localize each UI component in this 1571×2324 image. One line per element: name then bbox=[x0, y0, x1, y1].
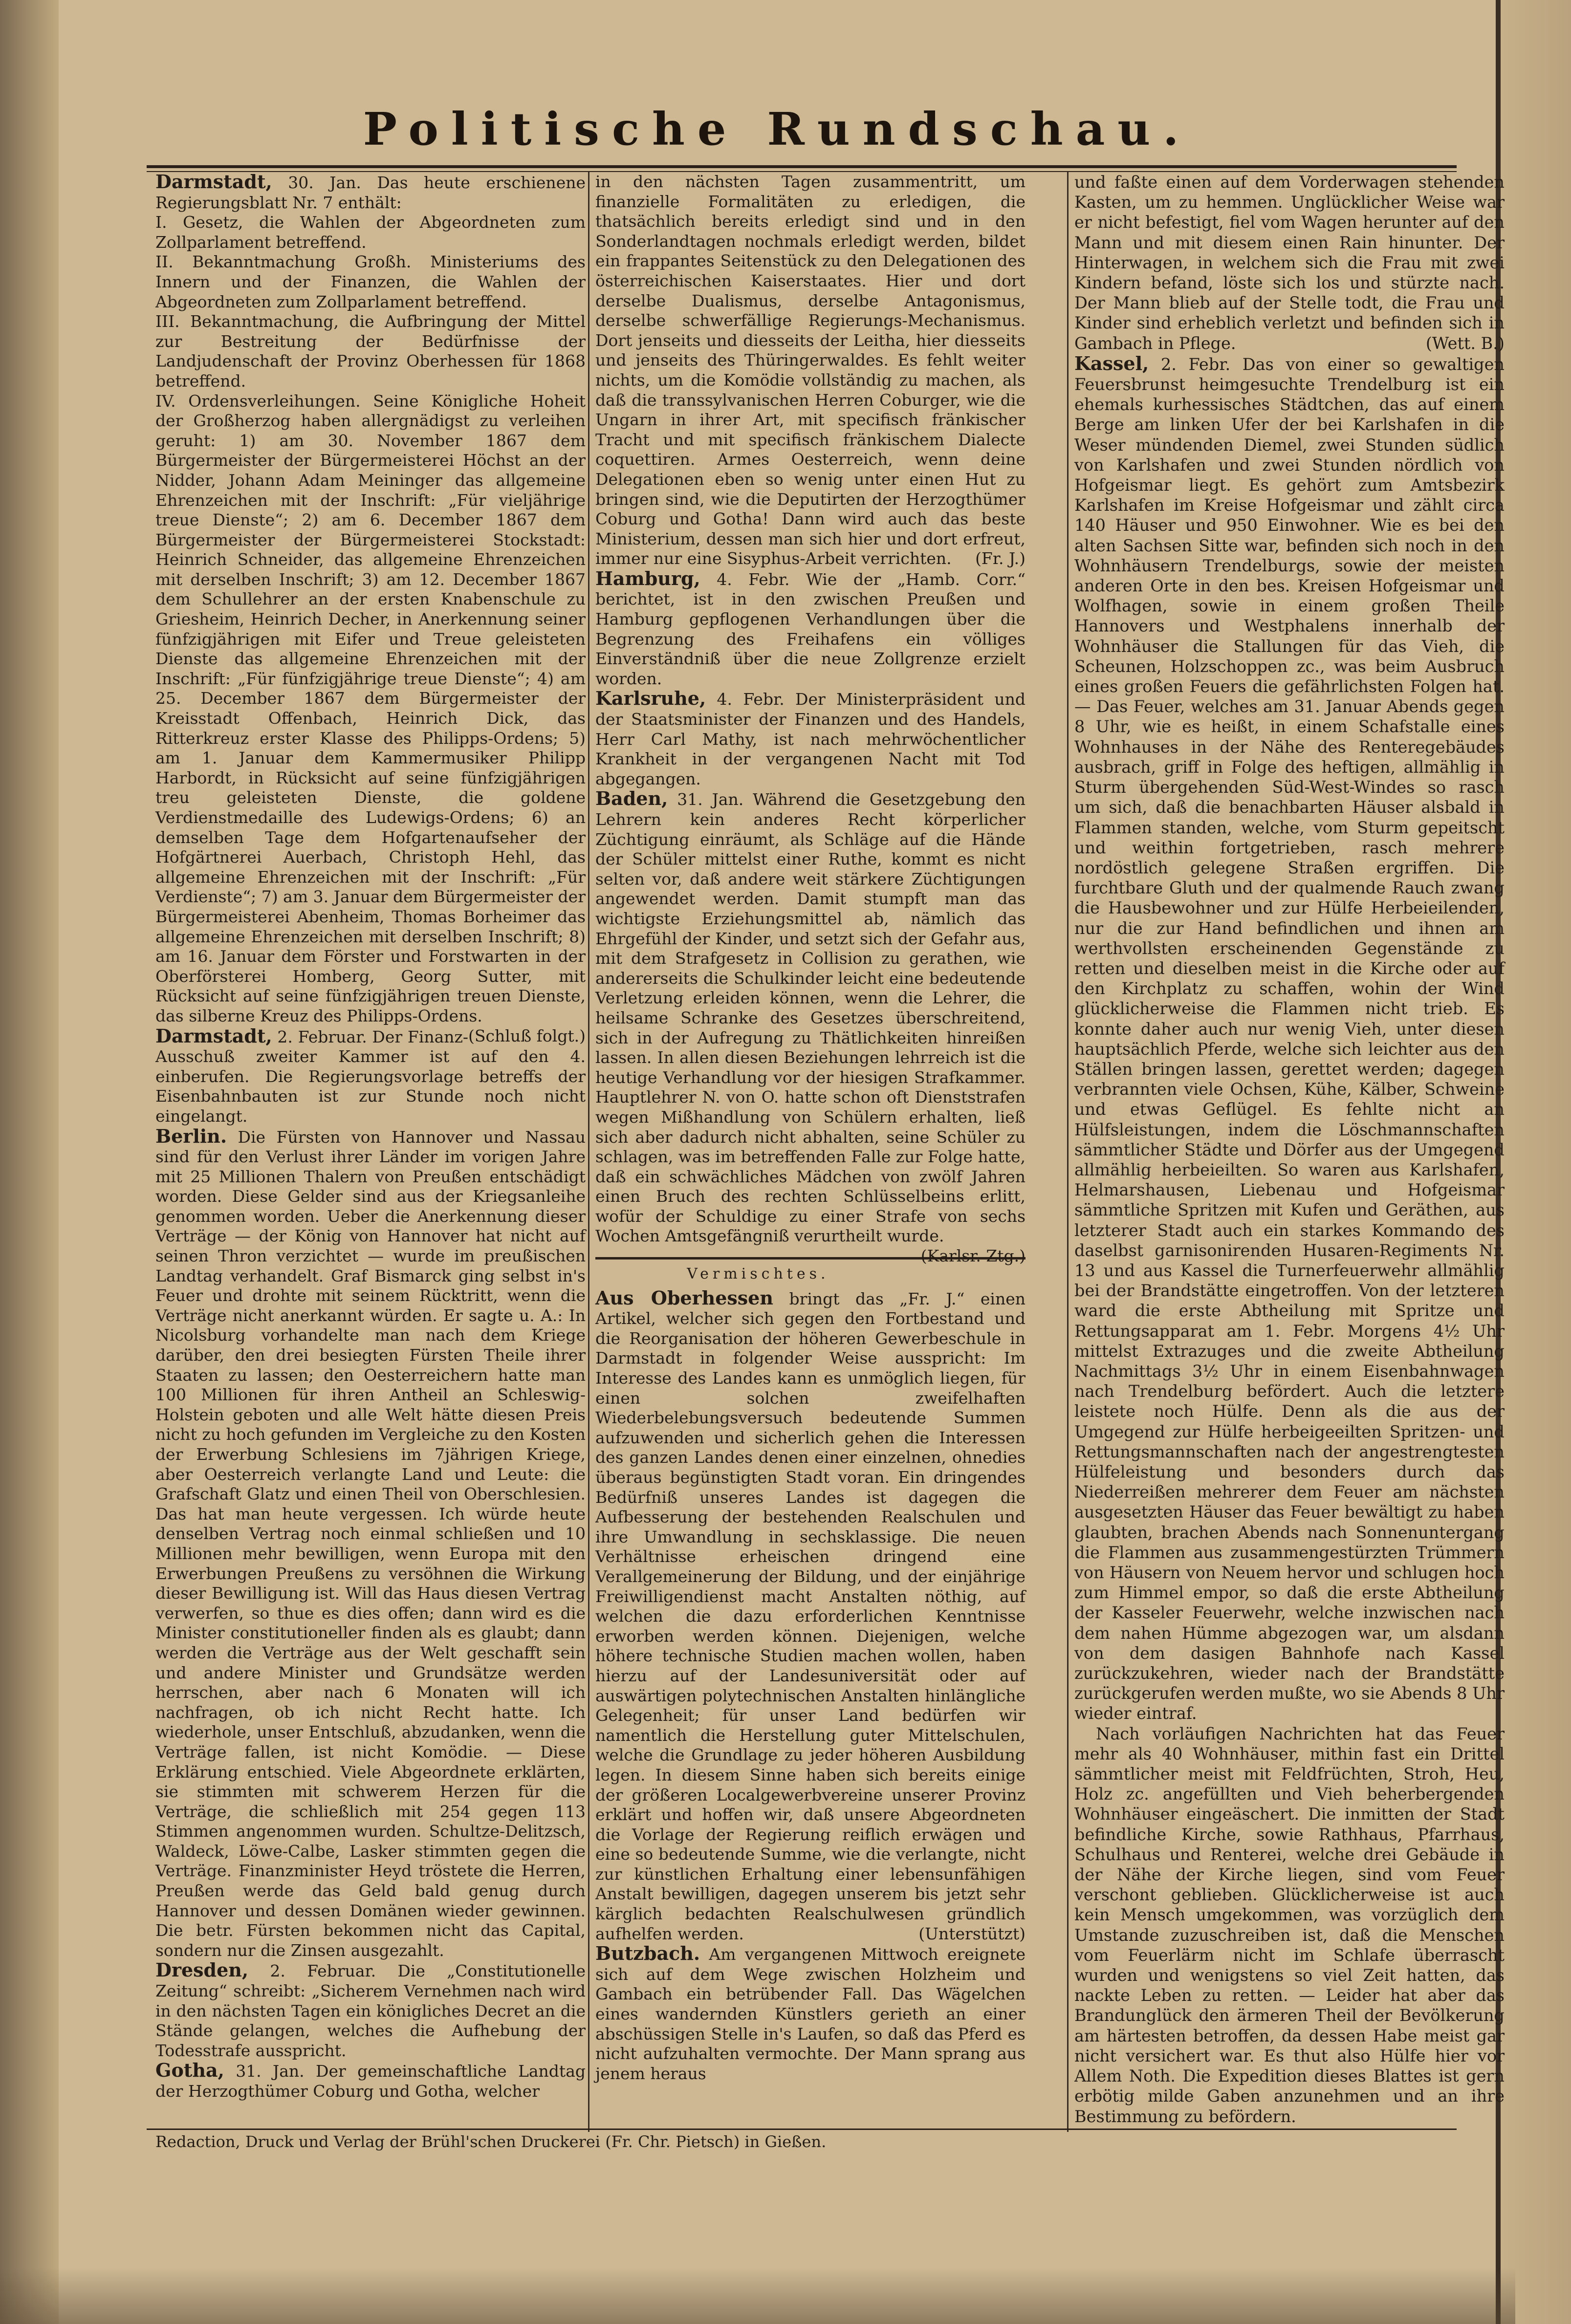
article-text: und faßte einen auf dem Vorderwagen stehenden Kasten, um zu hemmen. Unglücklicher Weise war er nicht befestigt, fiel vom Wagen herunter auf den Mann und mit diesem einen Rain hinunter. Der Hinterwagen, in welchem sich die Frau mit zwei Kindern befand, löste sich los und stürzte nach. Der Mann blieb auf der Stelle todt, die Frau und Kinder sind erheblich verletzt und befinden sich in Gambach in Pflege. bbox=[1074, 173, 1505, 353]
article bbox=[595, 1944, 1026, 2084]
article-text: 2. Febr. Das von einer so gewaltigen Feuersbrunst heimgesuchte Trendelburg ist ein ehemals kurhessisches Städtchen, das auf einem Berge am linken Ufer der bei Karlshafen in die Weser mündenden Diemel, zwei Stunden südlich von Karlshafen und zwei Stunden nördlich von Hofgeismar liegt. Es gehört zum Amtsbezirk Karlshafen im Kreise Hofgeismar und zählt circa 140 Häuser und 950 Einwohner. Wie es bei den alten Sachsen Sitte war, befinden sich noch in den Wohnhäusern Trendelburgs, sowie der meisten anderen Orte in den bes. Kreisen Hofgeismar und Wolfhagen, sowie in einem großen Theile Hannovers und Westphalens innerhalb der Wohnhäuser die Stallungen für das Vieh, die Scheunen, Holzschoppen zc., was beim Ausbruch eines großen Feuers die gefährlichsten Folgen hat. — Das Feuer, welches am 31. Januar Abends gegen 8 Uhr, wie es heißt, in einem Schafstalle eines Wohnhauses in der Nähe des Renteregebäudes ausbrach, griff in Folge des heftigen, allmählig in Sturm übergehenden Süd-West-Windes so rasch um sich, daß die benachbarten Häuser alsbald in Flammen standen, welche, vom Sturm gepeitscht und weithin fortgetrieben, rasch mehrere nordöstlich gelegene Straßen ergriffen. Die furchtbare Gluth und der qualmende Rauch zwang die Hausbewohner und zur Hülfe Herbeieilenden, nur die zur Hand befindlichen und ihnen am werthvollsten erscheinenden Gegenstände zu retten und dieselben meist in die Kirche oder auf den Kirchplatz zu schaffen, wohin der Wind glücklicherweise die Flammen nicht trieb. Es konnte daher auch nur wenig Vieh, unter diesen hauptsächlich Pferde, welche sich leichter aus den Ställen bringen lassen, gerettet werden; dagegen verbrannten viele Ochsen, Kühe, Kälber, Schweine und etwas Geflügel. Es fehlte nicht an Hülfsleistungen, indem die Löschmannschaften sämmtlicher Städte und Dörfer aus der Umgegend allmählig herbeieilten. So waren aus Karlshafen, Helmarshausen, Liebenau und Hofgeismar sämmtliche Spritzen mit Kufen und Geräthen, aus letzterer Stadt auch ein starkes Kommando des daselbst garnisonirenden Husaren-Regiments Nr. 13 und aus Kassel die Turnerfeuerwehr allmählig bei der Brandstätte eingetroffen. Von der letzteren ward die erste Abtheilung mit Spritze und Rettungsapparat am 1. Febr. Morgens 4½ Uhr mittelst Extrazuges und die zweite Abtheilung Nachmittags 3½ Uhr in einem Eisenbahnwagen nach Trendelburg befördert. Auch die letztere leistete noch Hülfe. Denn als die aus der Umgegend zur Hülfe herbeigeeilten Spritzen- und Rettungsmannschaften nach der angestrengtesten Hülfeleistung und besonders durch das Niederreißen mehrerer dem Feuer am nächsten ausgesetzten Häuser das Feuer bewältigt zu haben glaubten, brachen Abends nach Sonnenuntergang die Flammen aus zusammengestürzten Trümmern von Häusern von Neuem hervor und schlugen hoch zum Himmel empor, so daß die erste Abtheilung der Kasseler Feuerwehr, welche inzwischen nach dem nahen Hümme abgezogen war, um alsdann von dem dasigen Bahnhofe nach Kassel zurückzukehren, wieder nach der Brandstätte zurückgerufen werden mußte, wo sie Abends 8 Uhr wieder eintraf. bbox=[1074, 354, 1505, 1723]
adjacent-page-strip bbox=[1496, 0, 1571, 2324]
article-text: 2. Februar. Die „Constitutionelle Zeitung“ schreibt: „Sicherem Vernehmen nach wird in den nächsten Tagen ein königliches Decret an die Stände gelangen, welches die Aufhebung der Todesstrafe ausspricht. bbox=[155, 1961, 586, 2060]
article bbox=[155, 1960, 586, 2061]
article-paragraph bbox=[1074, 172, 1505, 353]
imprint-line: Redaction, Druck und Verlag der Brühl'schen Druckerei (Fr. Chr. Pietsch) in Gießen. bbox=[155, 2132, 827, 2151]
page-shadow bbox=[0, 2268, 1515, 2324]
article-text: Am vergangenen Mittwoch ereignete sich auf dem Wege zwischen Holzheim und Gambach ein betrübender Fall. Das Wägelchen eines wandernden Künstlers gerieth an einer abschüssigen Stelle in's Laufen, so daß das Pferd es nicht aufzuhalten vermochte. Der Mann sprang aus jenem heraus bbox=[595, 1945, 1026, 2083]
article-text: Nach vorläufigen Nachrichten hat das Feuer mehr als 40 Wohnhäuser, mithin fast ein Drittel sämmtlicher meist mit Feldfrüchten, Stroh, Heu, Holz zc. angefüllten und Vieh beherbergenden Wohnhäuser eingeäschert. Die inmitten der Stadt befindliche Kirche, sowie Rathhaus, Pfarrhaus, Schulhaus und Renterei, welche drei Gebäude in der Nähe der Kirche liegen, sind vom Feuer verschont geblieben. Glücklicherweise ist auch kein Mensch umgekommen, was vorzüglich dem Umstande zuzuschreiben ist, daß die Menschen vom Feuerlärm nicht im Schlafe überrascht wurden und wenigstens so viel Zeit hatten, das nackte Leben zu retten. — Leider hat aber das Brandunglück den ärmeren Theil der Bevölkerung am härtesten betroffen, da dessen Habe meist gar nicht versichert war. Es thut also Hülfe hier vor Allem Noth. Die Expedition dieses Blattes ist gern erbötig milde Gaben anzunehmen und an ihre Bestimmung zu befördern. bbox=[1074, 1724, 1505, 2126]
article bbox=[595, 1288, 1026, 1944]
source-credit: (Fr. J.) bbox=[975, 549, 1026, 568]
article-text: in den nächsten Tagen zusammentritt, um finanzielle Formalitäten zu erledigen, die thatsächlich bereits erledigt sind und in den Sonderlandtagen nochmals erledigt werden, bildet ein frappantes Seitenstück zu den Delegationen des österreichischen Kaiserstaates. Hier und dort derselbe Dualismus, derselbe Antagonismus, derselbe schwerfällige Regierungs-Mechanismus. Dort jenseits und diesseits der Leitha, hier diesseits und jenseits des Thüringerwaldes. Es fehlt weiter nichts, um die Komödie vollständig zu machen, als daß die transsylvanischen Herren Coburger, wie die Ungarn in ihrer Art, mit specifisch fränkischer Tracht und mit specifisch fränkischem Dialecte coquettiren. Armes Oesterreich, wenn deine Delegationen eben so wenig unter einen Hut zu bringen sind, wie die Deputirten der Herzogthümer Coburg und Gotha! Dann wird auch das beste Ministerium, dessen man sich hier und dort erfreut, immer nur eine Sisyphus-Arbeit verrichten. bbox=[595, 172, 1026, 568]
masthead-rule bbox=[147, 165, 1457, 168]
column-divider bbox=[588, 172, 589, 2132]
source-credit: (Wett. B.) bbox=[1425, 333, 1505, 353]
article-dateline: Gotha, bbox=[155, 2059, 224, 2082]
article bbox=[595, 689, 1026, 789]
article-paragraph bbox=[155, 312, 586, 391]
article-text: Die Fürsten von Hannover und Nassau sind für den Verlust ihrer Länder im vorigen Jahre mit 25 Millionen Thalern von Preußen entschädigt worden. Diese Gelder sind aus der Kriegsanleihe genommen worden. Ueber die Anerkennung dieser Verträge — der König von Hannover hat nicht auf seinen Thron verzichtet — wurde im preußischen Landtag verhandelt. Graf Bismarck ging selbst in's Feuer und drohte mit seinem Rücktritt, wenn die Verträge nicht anerkannt würden. Er sagte u. A.: In Nicolsburg vorhandelte man nach dem Kriege darüber, den drei besiegten Fürsten Theile ihrer Staaten zu lassen; den Oesterreichern hatte man 100 Millionen für ihren Antheil an Schleswig-Holstein geboten und alle Welt hätte diesen Preis nicht zu hoch gefunden im Vergleiche zu den Kosten der Erwerbung Schlesiens im 7jährigen Kriege, aber Oesterreich verlangte Land und Leute: die Grafschaft Glatz und einen Theil von Oberschlesien. Das hat man heute vergessen. Ich würde heute denselben Vertrag noch einmal schließen und 10 Millionen mehr bewilligen, wenn Europa mit den Erwerbungen Preußens zu versöhnen die Wirkung dieser Bewilligung ist. Will das Haus diesen Vertrag verwerfen, so thue es dies offen; dann wird es die Minister constitutioneller finden als es glaubt; dann werden die Verträge aus der Welt geschafft sein und andere Minister und Grundsätze werden herrschen, aber nach 6 Monaten will ich nachfragen, ob ich nicht Recht hatte. Ich wiederhole, unser Entschluß, abzudanken, wenn die Verträge fallen, ist nicht Komödie. — Diese Erklärung entschied. Viele Abgeordnete erklärten, sie stimmten mit schwerem Herzen für die Verträge, die schließlich mit 254 gegen 113 Stimmen angenommen wurden. Schultze-Delitzsch, Waldeck, Löwe-Calbe, Lasker stimmten gegen die Verträge. Finanzminister Heyd tröstete die Herren, Preußen werde das Geld bald genug durch Hannover und dessen Domänen wieder gewinnen. Die betr. Fürsten bekommen nicht das Capital, sondern nur die Zinsen ausgezahlt. bbox=[155, 1127, 586, 1960]
article-dateline: Darmstadt, bbox=[155, 171, 272, 193]
article-text: bringt das „Fr. J.“ einen Artikel, welcher sich gegen den Fortbestand und die Reorganisation der höheren Gewerbeschule in Darmstadt in folgender Weise ausspricht: Im Interesse des Landes kann es unmöglich liegen, für einen solchen zweifelhaften Wiederbelebungsversuch bedeutende Summen aufzuwenden und sicherlich gehen die Interessen des ganzen Landes denen einer einzelnen, ohnedies überaus begünstigten Stadt voran. Ein dringendes Bedürfniß unseres Landes ist dagegen die Aufbesserung der bestehenden Realschulen und ihre Umwandlung in sechsklassige. Die neuen Verhältnisse erheischen dringend eine Verallgemeinerung der Bildung, und der einjährige Freiwilligendienst macht Anstalten nöthig, auf welchen die dazu erforderlichen Kenntnisse erworben werden können. Diejenigen, welche höhere technische Studien machen wollen, haben hierzu auf der Landesuniversität oder auf auswärtigen polytechnischen Anstalten hinlängliche Gelegenheit; für unser Land bedürfen wir namentlich die Herstellung guter Mittelschulen, welche die Grundlage zu jeder höheren Ausbildung legen. In diesem Sinne haben sich bereits einige der größeren Localgewerbvereine unserer Provinz erklärt und hoffen wir, daß unsere Abgeordneten die Vorlage der Regierung reiflich erwägen und eine so bedeutende Summe, wie die verlangte, nicht zur künstlichen Erhaltung einer lebensunfähigen Anstalt bewilligen, dagegen unserem bis jetzt sehr kärglich bedachten Realschulwesen gründlich aufhelfen werden. bbox=[595, 1289, 1026, 1943]
column-divider bbox=[1067, 172, 1069, 2132]
article-dateline: Butzbach. bbox=[595, 1942, 700, 1965]
article-paragraph bbox=[1074, 1724, 1505, 2127]
article-dateline: Baden, bbox=[595, 787, 668, 810]
article-dateline: Dresden, bbox=[155, 1959, 249, 1981]
article-text: III. Bekanntmachung, die Aufbringung der Mittel zur Bestreitung der Bedürfnisse der Landjudenschaft der Provinz Oberhessen für 1868 betreffend. bbox=[155, 312, 586, 391]
source-credit: (Schluß folgt.) bbox=[468, 1026, 586, 1045]
footer-rule bbox=[147, 2129, 1457, 2130]
column-middle bbox=[595, 172, 1026, 2084]
column-left bbox=[155, 172, 586, 2102]
article bbox=[595, 569, 1026, 689]
article-dateline: Hamburg, bbox=[595, 567, 700, 589]
article bbox=[1074, 353, 1505, 1724]
article-text: 31. Jan. Während die Gesetzgebung den Lehrern kein anderes Recht körperlicher Züchtigung einräumt, als Schläge auf die Hände der Schüler mittelst einer Ruthe, kommt es nicht selten vor, daß andere weit stärkere Züchtigungen angewendet werden. Damit stumpft man das wichtigste Erziehungsmittel ab, nämlich das Ehrgefühl der Kinder, und setzt sich der Gefahr aus, mit dem Strafgesetz in Collision zu gerathen, wie andererseits die Schulkinder leicht eine bedeutende Verletzung erleiden können, wenn die Lehrer, die heilsame Schranke des Gesetzes überschreitend, sich in der Aufregung zu Thätlichkeiten hinreißen lassen. In allen diesen Beziehungen lehrreich ist die heutige Verhandlung vor der hiesigen Strafkammer. Hauptlehrer N. von O. hatte schon oft Dienststrafen wegen Mißhandlung von Schülern erhalten, ließ sich aber dadurch nicht abhalten, seine Schüler zu schlagen, was im betreffenden Falle zur Folge hatte, daß ein schwächliches Mädchen von zwölf Jahren einen Bruch des rechten Schlüsselbeins erlitt, wofür der Schuldige zu einer Strafe von sechs Wochen Amtsgefängniß verurtheilt wurde. bbox=[595, 790, 1026, 1246]
article-dateline: Aus Oberhessen bbox=[595, 1286, 773, 1309]
binding-gutter bbox=[0, 0, 59, 2324]
article-dateline: Berlin. bbox=[155, 1125, 227, 1147]
article-dateline: Kassel, bbox=[1074, 352, 1149, 374]
article-paragraph bbox=[155, 213, 586, 252]
article bbox=[155, 2061, 586, 2101]
article-text: I. Gesetz, die Wahlen der Abgeordneten zum Zollparlament betreffend. bbox=[155, 213, 586, 252]
article bbox=[155, 172, 586, 213]
article-dateline: Karlsruhe, bbox=[595, 687, 706, 710]
article-text: II. Bekanntmachung Großh. Ministeriums des Innern und der Finanzen, die Wahlen der Abgeordneten zum Zollparlament betreffend. bbox=[155, 252, 586, 311]
article-text: 4. Febr. Der Ministerpräsident und der Staatsminister der Finanzen und des Handels, Herr Carl Mathy, ist nach mehrwöchentlicher Krankheit in der vergangenen Nacht mit Tod abgegangen. bbox=[595, 690, 1026, 788]
article-dateline: Darmstadt, bbox=[155, 1024, 272, 1047]
article-text: 2. Februar. Der Finanz-Ausschuß zweiter Kammer ist auf den 4. einberufen. Die Regierungsvorlage betreffs der Eisenbahnbauten ist zur Stunde noch nicht eingelangt. bbox=[155, 1027, 586, 1126]
article-text: 4. Febr. Wie der „Hamb. Corr.“ berichtet, ist in den zwischen Preußen und Hamburg gepflogenen Verhandlungen über die Begrenzung des Freihafens ein völliges Einverständniß über die neue Zollgrenze erzielt worden. bbox=[595, 569, 1026, 688]
article bbox=[155, 1127, 586, 1961]
source-credit: (Karlsr. Ztg.) bbox=[920, 1246, 1026, 1266]
section-heading: Vermischtes. bbox=[687, 1265, 829, 1283]
article-text: IV. Ordensverleihungen. Seine Königliche Hoheit der Großherzog haben allergnädigst zu verleihen geruht: 1) am 30. November 1867 dem Bürgermeister der Bürgermeisterei Höchst an der Nidder, Johann Adam Meininger das allgemeine Ehrenzeichen mit der Inschrift: „Für vieljährige treue Dienste“; 2) am 6. December 1867 dem Bürgermeister der Bürgermeisterei Stockstadt: Heinrich Schneider, das allgemeine Ehrenzeichen mit derselben Inschrift; 3) am 12. December 1867 dem Schullehrer an der ersten Knabenschule zu Griesheim, Heinrich Decher, in Anerkennung seiner fünfzigjährigen mit Eifer und Treue geleisteten Dienste das allgemeine Ehrenzeichen mit der Inschrift: „Für fünfzigjährige treue Dienste“; 4) am 25. December 1867 dem Bürgermeister der Kreisstadt Offenbach, Heinrich Dick, das Ritterkreuz erster Klasse des Philipps-Ordens; 5) am 1. Januar dem Kammermusiker Philipp Harbordt, in Rücksicht auf seine fünfzigjährigen treu geleisteten Dienste, die goldene Verdienstmedaille des Ludewigs-Ordens; 6) an demselben Tage dem Hofgartenaufseher der Hofgärtnerei Auerbach, Christoph Hehl, das allgemeine Ehrenzeichen mit der Inschrift: „Für Verdienste“; 7) am 3. Januar dem Bürgermeister der Bürgermeisterei Abenheim, Thomas Borheimer das allgemeine Ehrenzeichen mit derselben Inschrift; 8) am 16. Januar dem Förster und Forstwarten in der Oberförsterei Homberg, Georg Sutter, mit Rücksicht auf seine fünfzigjährigen treuen Dienste, das silberne Kreuz des Philipps-Ordens. bbox=[155, 391, 586, 1025]
column-right bbox=[1074, 172, 1505, 2127]
article-paragraph bbox=[155, 252, 586, 312]
article bbox=[595, 787, 1026, 1266]
masthead-title: Politische Rundschau. bbox=[363, 103, 1192, 155]
article-text: 30. Jan. Das heute erschienene Regierungsblatt Nr. 7 enthält: bbox=[155, 173, 586, 212]
article-text: 31. Jan. Der gemeinschaftliche Landtag der Herzogthümer Coburg und Gotha, welcher bbox=[155, 2062, 586, 2101]
article-paragraph bbox=[595, 172, 1026, 569]
source-credit: (Unterstützt) bbox=[918, 1924, 1026, 1943]
